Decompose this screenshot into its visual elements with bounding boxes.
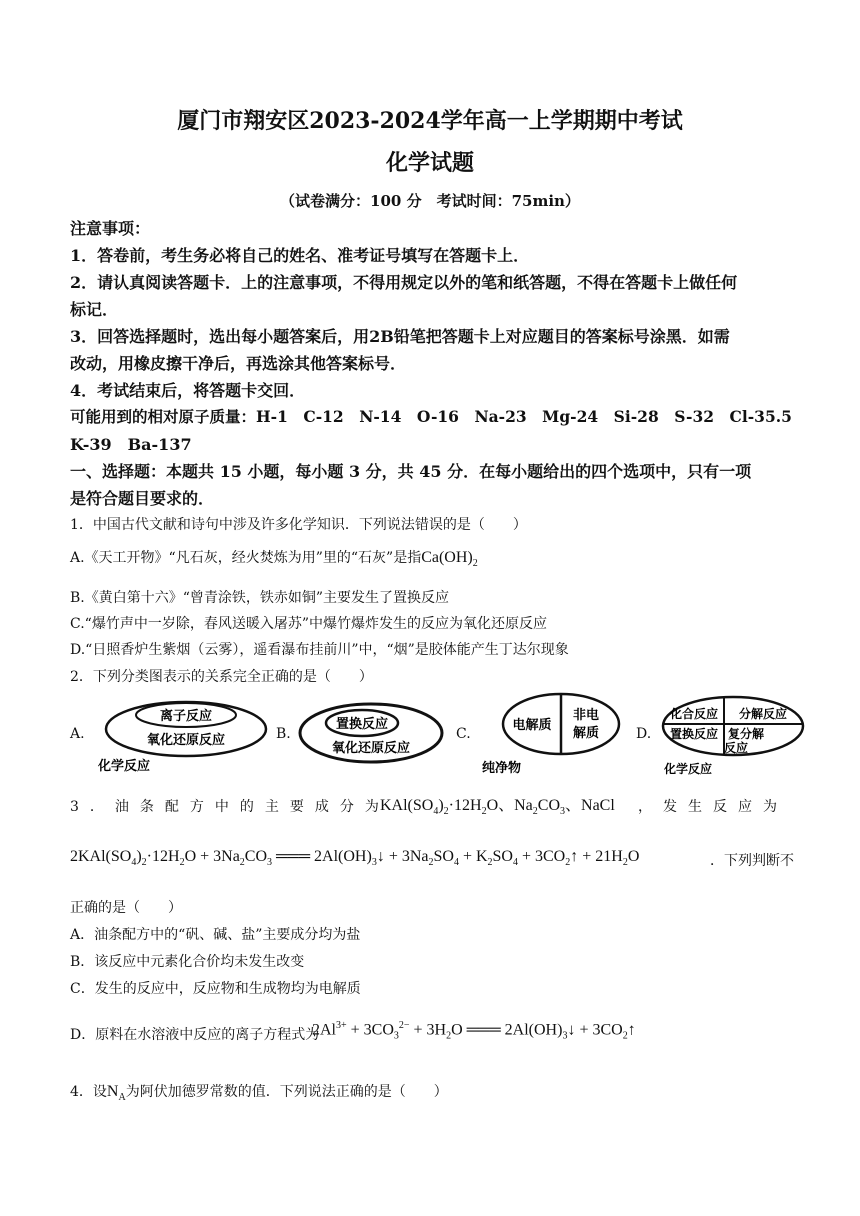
q3-ingredients-formula: $KAl(SO_4)_2\cdot 12H_2O$、$Na_2CO_3$、NaCl	[380, 797, 615, 818]
atomic-mass-a: 可能用到的相对原子质量：H-1 C-12 N-14 O-16 Na-23 Mg-24 Si-28 S-32 Cl-35.5	[70, 407, 792, 426]
q2-diagram-b	[296, 700, 446, 766]
q3-option-a: A．油条配方中的“矾、碱、盐”主要成分均为盐	[70, 927, 361, 943]
q1-stem: 1．中国古代文献和诗句中涉及许多化学知识．下列说法错误的是（ ）	[70, 517, 527, 533]
q1-formula-main: Ca(OH)	[421, 549, 473, 566]
note-3b: 改动，用橡皮擦干净后，再选涂其他答案标号．	[70, 354, 407, 373]
q3-option-c: C．发生的反应中，反应物和生成物均为电解质	[70, 981, 361, 997]
q2-label-d: D.	[636, 726, 652, 742]
exam-meta: （试卷满分：100 分 考试时间：75min）	[280, 192, 580, 210]
q2-diagram-a	[90, 696, 270, 776]
q2-b-outer-text: 氧化还原反应	[331, 741, 411, 756]
q1-option-d: D.“日照香炉生紫烟（云雾），遥看瀑布挂前川”中，“烟”是胶体能产生丁达尔现象	[70, 642, 569, 658]
q3-option-d-text: D．原料在水溶液中反应的离子方程式为	[70, 1027, 320, 1043]
q3-option-d-formula: $2Al^{3+} + 3CO_3^{2-} + 3H_2O$ ═══ $2Al(OH)_3↓$ + $3CO_2↑$	[312, 1020, 636, 1042]
q1-option-c: C.“爆竹声中一岁除，春风送暖入屠苏”中爆竹爆炸发生的反应为氧化还原反应	[70, 616, 547, 632]
q2-d-bl-text: 置换反应	[669, 727, 719, 741]
q2-d-tr-text: 分解反应	[738, 707, 788, 721]
q2-a-caption: 化学反应	[98, 759, 151, 774]
q3-stem-suffix: ，发生反应为	[638, 799, 788, 815]
section1-heading-a: 一、选择题：本题共 15 小题，每小题 3 分，共 45 分．在每小题给出的四个选项中，只有一项	[70, 462, 752, 481]
q4-na-sub: A	[118, 1092, 126, 1104]
q4-stem-b: 为阿伏加德罗常数的值．下列说法正确的是（ ）	[125, 1084, 448, 1100]
q2-stem: 2．下列分类图表示的关系完全正确的是（ ）	[70, 669, 373, 685]
q2-b-inner-text: 置换反应	[335, 717, 389, 732]
notes-heading: 注意事项：	[70, 219, 151, 238]
q2-a-inner-text: 离子反应	[159, 709, 213, 724]
q4-na-main: N	[106, 1083, 119, 1100]
note-2a: 2．请认真阅读答题卡．上的注意事项，不得用规定以外的笔和纸答题，不得在答题卡上做任何	[70, 273, 738, 292]
q4-stem-a: 4．设	[70, 1084, 107, 1100]
q3-stem-tail: ．下列判断不	[710, 853, 794, 869]
q2-c-right-text-1: 非电	[572, 708, 600, 723]
q2-d-caption: 化学反应	[664, 762, 713, 776]
q3-stem-prefix: 3．油条配方中的主要成分为	[70, 799, 390, 815]
q2-d-tl-text: 化合反应	[669, 707, 719, 721]
note-3a: 3．回答选择题时，选出每小题答案后，用2B铅笔把答题卡上对应题目的答案标号涂黑．如需	[70, 327, 730, 346]
note-1: 1．答卷前，考生务必将自己的姓名、准考证号填写在答题卡上．	[70, 246, 530, 265]
q1-formula	[421, 549, 478, 570]
q2-d-br-text-2: 反应	[723, 741, 749, 755]
q2-diagram-c	[476, 690, 626, 776]
q1-option-a-text: A.《天工开物》“凡石灰，经火焚炼为用”里的“石灰”是指	[70, 550, 422, 566]
q1-formula-sub: 2	[472, 558, 478, 570]
q2-label-a: A.	[70, 726, 85, 742]
q3-option-b: B．该反应中元素化合价均未发生改变	[70, 954, 305, 970]
q2-diagram-d	[656, 694, 806, 778]
exam-subtitle: 化学试题	[385, 150, 474, 176]
q2-a-outer-text: 氧化还原反应	[146, 733, 226, 748]
q1-option-b: B.《黄白第十六》“曾青涂铁，铁赤如铜”主要发生了置换反应	[70, 590, 450, 606]
exam-title: 厦门市翔安区2023-2024学年高一上学期期中考试	[177, 108, 683, 134]
q2-d-br-text-1: 复分解	[727, 727, 765, 741]
note-4: 4．考试结束后，将答题卡交回．	[70, 381, 306, 400]
q2-label-c: C.	[456, 726, 471, 742]
q3-reaction-equation: $2KAl(SO_4)_2\cdot 12H_2O + 3Na_2CO_3$ ═══ $2Al(OH)_3↓ + 3Na_2SO_4 + K_2SO_4$ + $3CO_2↑ + 21H_2O$	[70, 848, 640, 869]
q2-c-caption: 纯净物	[482, 761, 522, 776]
atomic-mass-b: K-39 Ba-137	[70, 435, 192, 454]
q2-label-b: B.	[276, 726, 291, 742]
q1-option-a	[70, 547, 478, 569]
q4-na-symbol	[106, 1083, 126, 1104]
q2-c-left-text: 电解质	[512, 718, 552, 733]
section1-heading-b: 是符合题目要求的．	[70, 489, 215, 508]
q2-c-right-text-2: 解质	[572, 726, 600, 741]
note-2b: 标记．	[70, 300, 119, 319]
q3-stem-end: 正确的是（ ）	[70, 900, 182, 916]
q4-stem	[70, 1081, 448, 1103]
